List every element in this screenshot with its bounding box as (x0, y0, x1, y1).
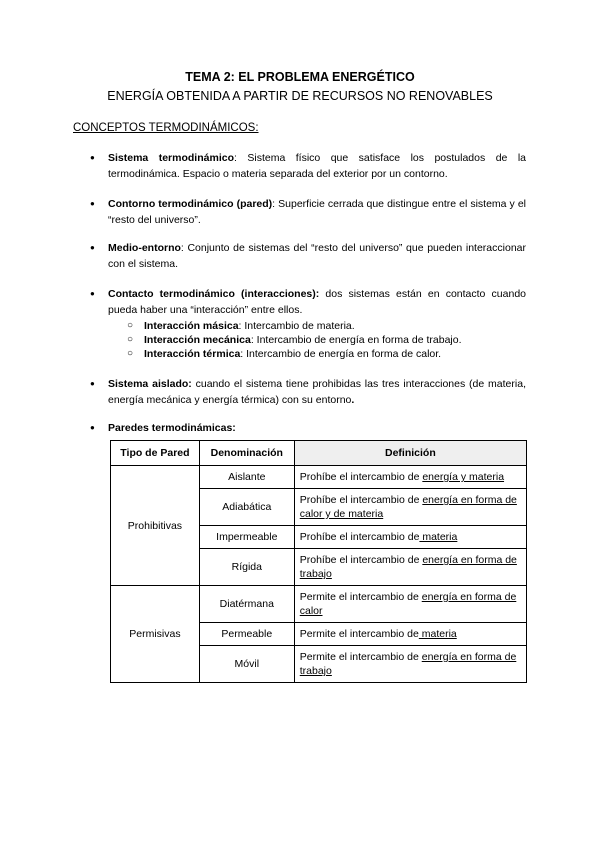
wall-definition (294, 526, 526, 549)
paredes-label (108, 420, 526, 436)
definition-text: Prohíbe el intercambio de (299, 471, 423, 483)
definition-underlined: energía en forma de calor (299, 591, 517, 617)
definition-text: Permite el intercambio de (299, 591, 422, 603)
walls-table (110, 440, 527, 683)
concept-aislado (108, 376, 526, 408)
section-heading: CONCEPTOS TERMODINÁMICOS: (73, 122, 259, 134)
document-title: TEMA 2: EL PROBLEMA ENERGÉTICO (185, 70, 415, 84)
concept-text: dos sistemas están en contacto cuando pueda haber una “interacción” entre ellos. (108, 288, 526, 316)
column-header: Denominación (199, 441, 294, 466)
concept-text: : Conjunto de sistemas del “resto del universo” que pueden interaccionar con el sistema. (108, 242, 526, 270)
interaction-term: Interacción másica (144, 320, 239, 332)
definition-text: Prohíbe el intercambio de (299, 554, 423, 566)
definition-text: Prohíbe el intercambio de (299, 494, 423, 506)
concept-term: Contorno termodinámico (pared) (108, 198, 273, 210)
definition-underlined: materia (419, 531, 458, 543)
definition-underlined: energía en forma de calor y de materia (299, 494, 517, 520)
paredes-label-text: Paredes termodinámicas: (108, 422, 236, 434)
definition-text: Permite el intercambio de (299, 651, 422, 663)
wall-name: Móvil (199, 646, 294, 683)
wall-name: Aislante (199, 466, 294, 489)
interaction-term: Interacción térmica (144, 348, 241, 360)
concept-text: cuando el sistema tiene prohibidas las tres interacciones (de materia, energía mecánica y energía térmica) con su entorno (108, 378, 526, 406)
definition-underlined: materia (418, 628, 457, 640)
definition-text: Prohíbe el intercambio de (299, 531, 420, 543)
concept-text: : Sistema físico que satisface los postulados de la termodinámica. Espacio o materia separada del exterior por un contorno. (108, 152, 526, 180)
interaction-term: Interacción mecánica (144, 334, 251, 346)
concept-term: Medio-entorno (108, 242, 181, 254)
wall-definition (294, 489, 526, 526)
group-prohibitivas: Prohibitivas (111, 466, 200, 586)
concept-term: Sistema aislado: (108, 378, 192, 390)
definition-underlined: energía en forma de trabajo (299, 554, 517, 580)
concept-text: : Superficie cerrada que distingue entre el sistema y el “resto del universo”. (108, 198, 527, 226)
wall-name: Permeable (199, 623, 294, 646)
wall-definition (294, 623, 526, 646)
wall-definition (294, 466, 526, 489)
table-header-row (111, 441, 527, 466)
document-subtitle: ENERGÍA OBTENIDA A PARTIR DE RECURSOS NO RENOVABLES (107, 89, 493, 103)
concept-sistema (108, 150, 526, 182)
concept-term: Sistema termodinámico (108, 152, 234, 164)
column-header: Tipo de Pared (111, 441, 200, 466)
wall-definition (294, 646, 526, 683)
concept-end: . (351, 394, 355, 406)
wall-definition (294, 586, 526, 623)
definition-underlined: energía y materia (422, 471, 505, 483)
concept-contacto (108, 286, 526, 318)
interaction-text: : Intercambio de materia. (238, 320, 355, 332)
concept-term: Contacto termodinámico (interacciones): (108, 288, 320, 300)
definition-text: Permite el intercambio de (299, 628, 419, 640)
definition-underlined: energía en forma de trabajo (299, 651, 517, 677)
group-permisivas: Permisivas (111, 586, 200, 683)
table-row (111, 586, 527, 623)
interaction-text: : Intercambio de energía en forma de trabajo. (250, 334, 462, 346)
wall-name: Adiabática (199, 489, 294, 526)
concept-contorno (108, 196, 526, 228)
wall-definition (294, 549, 526, 586)
wall-name: Diatérmana (199, 586, 294, 623)
table-row (111, 466, 527, 489)
concept-medio (108, 240, 526, 272)
wall-name: Impermeable (199, 526, 294, 549)
interaction-termica (144, 346, 524, 362)
interaction-text: : Intercambio de energía en forma de calor. (240, 348, 442, 360)
wall-name: Rígida (199, 549, 294, 586)
column-header: Definición (294, 441, 526, 466)
